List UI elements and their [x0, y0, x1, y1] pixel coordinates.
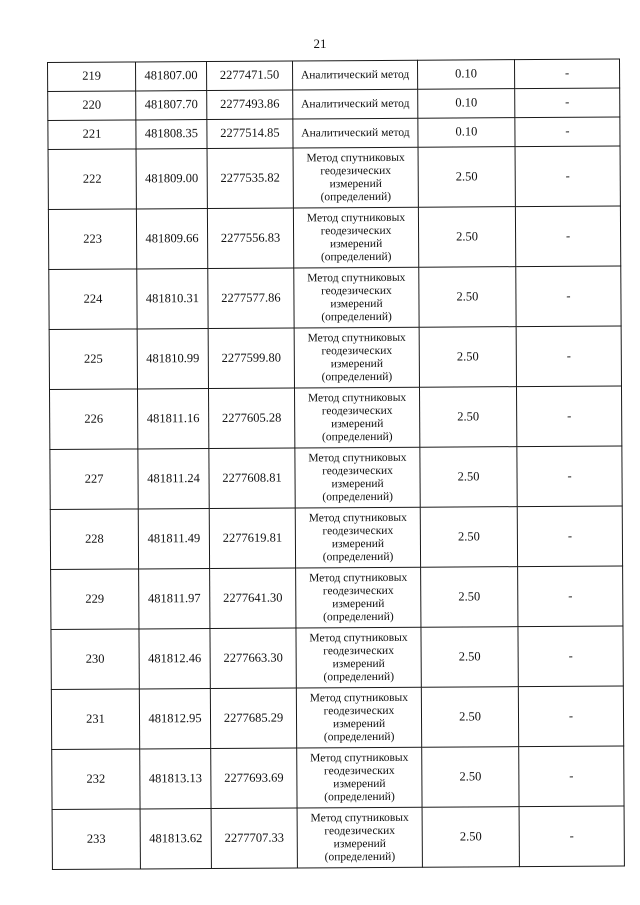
y-coordinate-cell: 2277493.86 [207, 90, 293, 120]
x-coordinate-cell: 481811.49 [138, 509, 209, 569]
y-coordinate-cell: 2277641.30 [210, 568, 296, 629]
y-coordinate-cell: 2277514.85 [207, 119, 293, 149]
method-cell: Метод спутниковых геодезических измерений (определений) [297, 747, 422, 808]
y-coordinate-cell: 2277599.80 [208, 328, 294, 389]
point-number-cell: 223 [48, 209, 136, 270]
y-coordinate-cell: 2277577.86 [208, 268, 294, 329]
page-number: 21 [313, 36, 327, 51]
table-row [51, 686, 623, 749]
precision-cell: 0.10 [418, 89, 515, 119]
note-cell: - [515, 88, 620, 118]
precision-cell: 2.50 [420, 447, 517, 508]
coordinates-table-wrapper [47, 59, 624, 870]
y-coordinate-cell: 2277619.81 [209, 508, 295, 569]
x-coordinate-cell: 481807.00 [136, 62, 207, 91]
note-cell: - [517, 446, 622, 507]
method-cell: Метод спутниковых геодезических измерений (определений) [296, 627, 421, 688]
coordinates-table [47, 58, 625, 869]
point-number-cell: 220 [48, 91, 136, 121]
table-row [52, 806, 624, 869]
point-number-cell: 224 [49, 269, 137, 330]
point-number-cell: 226 [50, 389, 138, 450]
precision-cell: 2.50 [421, 687, 518, 748]
note-cell: - [515, 146, 620, 207]
x-coordinate-cell: 481808.35 [136, 120, 207, 149]
table-row [50, 506, 622, 569]
method-cell: Метод спутниковых геодезических измерений (определений) [294, 267, 419, 328]
x-coordinate-cell: 481812.46 [139, 629, 210, 689]
point-number-cell: 219 [48, 62, 136, 92]
method-cell: Метод спутниковых геодезических измерений (определений) [293, 147, 418, 208]
method-cell: Метод спутниковых геодезических измерений (определений) [293, 207, 418, 268]
table-row [48, 146, 620, 209]
y-coordinate-cell: 2277605.28 [208, 388, 294, 449]
note-cell: - [515, 206, 620, 267]
y-coordinate-cell: 2277685.29 [210, 688, 296, 749]
precision-cell: 0.10 [417, 60, 514, 90]
y-coordinate-cell: 2277535.82 [207, 148, 293, 209]
table-row [49, 266, 621, 329]
point-number-cell: 221 [48, 120, 136, 150]
x-coordinate-cell: 481811.97 [139, 569, 210, 629]
x-coordinate-cell: 481811.16 [137, 389, 208, 449]
method-cell: Метод спутниковых геодезических измерений (определений) [295, 507, 420, 568]
table-row [50, 446, 622, 509]
x-coordinate-cell: 481809.00 [136, 149, 207, 209]
point-number-cell: 222 [48, 149, 136, 210]
y-coordinate-cell: 2277707.33 [211, 808, 297, 869]
table-row [48, 88, 620, 120]
precision-cell: 2.50 [418, 147, 515, 208]
x-coordinate-cell: 481811.24 [138, 449, 209, 509]
note-cell: - [518, 566, 623, 627]
point-number-cell: 231 [51, 689, 139, 750]
precision-cell: 2.50 [419, 327, 516, 388]
note-cell: - [516, 266, 621, 327]
precision-cell: 2.50 [421, 567, 518, 628]
table-row [49, 326, 621, 389]
note-cell: - [518, 686, 623, 747]
x-coordinate-cell: 481813.13 [140, 749, 211, 809]
y-coordinate-cell: 2277663.30 [210, 628, 296, 689]
x-coordinate-cell: 481807.70 [136, 91, 207, 120]
note-cell: - [518, 626, 623, 687]
y-coordinate-cell: 2277608.81 [209, 448, 295, 509]
precision-cell: 2.50 [421, 627, 518, 688]
method-cell: Метод спутниковых геодезических измерений (определений) [296, 567, 421, 628]
precision-cell: 2.50 [422, 747, 519, 808]
method-cell: Аналитический метод [293, 89, 418, 119]
precision-cell: 0.10 [418, 118, 515, 148]
point-number-cell: 225 [49, 329, 137, 390]
x-coordinate-cell: 481813.62 [140, 809, 211, 869]
note-cell: - [516, 326, 621, 387]
method-cell: Аналитический метод [292, 60, 417, 90]
table-row [50, 386, 622, 449]
note-cell: - [519, 746, 624, 807]
method-cell: Аналитический метод [293, 118, 418, 148]
method-cell: Метод спутниковых геодезических измерений (определений) [297, 807, 422, 868]
precision-cell: 2.50 [419, 267, 516, 328]
table-row [48, 59, 620, 91]
x-coordinate-cell: 481810.99 [137, 329, 208, 389]
note-cell: - [519, 806, 624, 867]
y-coordinate-cell: 2277556.83 [207, 208, 293, 269]
precision-cell: 2.50 [419, 387, 516, 448]
method-cell: Метод спутниковых геодезических измерений (определений) [294, 387, 419, 448]
note-cell: - [516, 386, 621, 447]
note-cell: - [514, 59, 619, 89]
table-row [52, 746, 624, 809]
table-row [51, 566, 623, 629]
table-row [51, 626, 623, 689]
note-cell: - [517, 506, 622, 567]
point-number-cell: 230 [51, 629, 139, 690]
x-coordinate-cell: 481809.66 [136, 209, 207, 269]
method-cell: Метод спутниковых геодезических измерений (определений) [296, 687, 421, 748]
precision-cell: 2.50 [418, 207, 515, 268]
table-row [48, 117, 620, 149]
x-coordinate-cell: 481812.95 [139, 689, 210, 749]
method-cell: Метод спутниковых геодезических измерений (определений) [294, 327, 419, 388]
point-number-cell: 228 [50, 509, 138, 570]
y-coordinate-cell: 2277693.69 [211, 748, 297, 809]
precision-cell: 2.50 [422, 807, 519, 868]
point-number-cell: 229 [51, 569, 139, 630]
method-cell: Метод спутниковых геодезических измерений (определений) [295, 447, 420, 508]
point-number-cell: 233 [52, 809, 140, 870]
note-cell: - [515, 117, 620, 147]
point-number-cell: 232 [52, 749, 140, 810]
precision-cell: 2.50 [420, 507, 517, 568]
y-coordinate-cell: 2277471.50 [207, 61, 293, 91]
point-number-cell: 227 [50, 449, 138, 510]
table-row [48, 206, 620, 269]
x-coordinate-cell: 481810.31 [137, 269, 208, 329]
